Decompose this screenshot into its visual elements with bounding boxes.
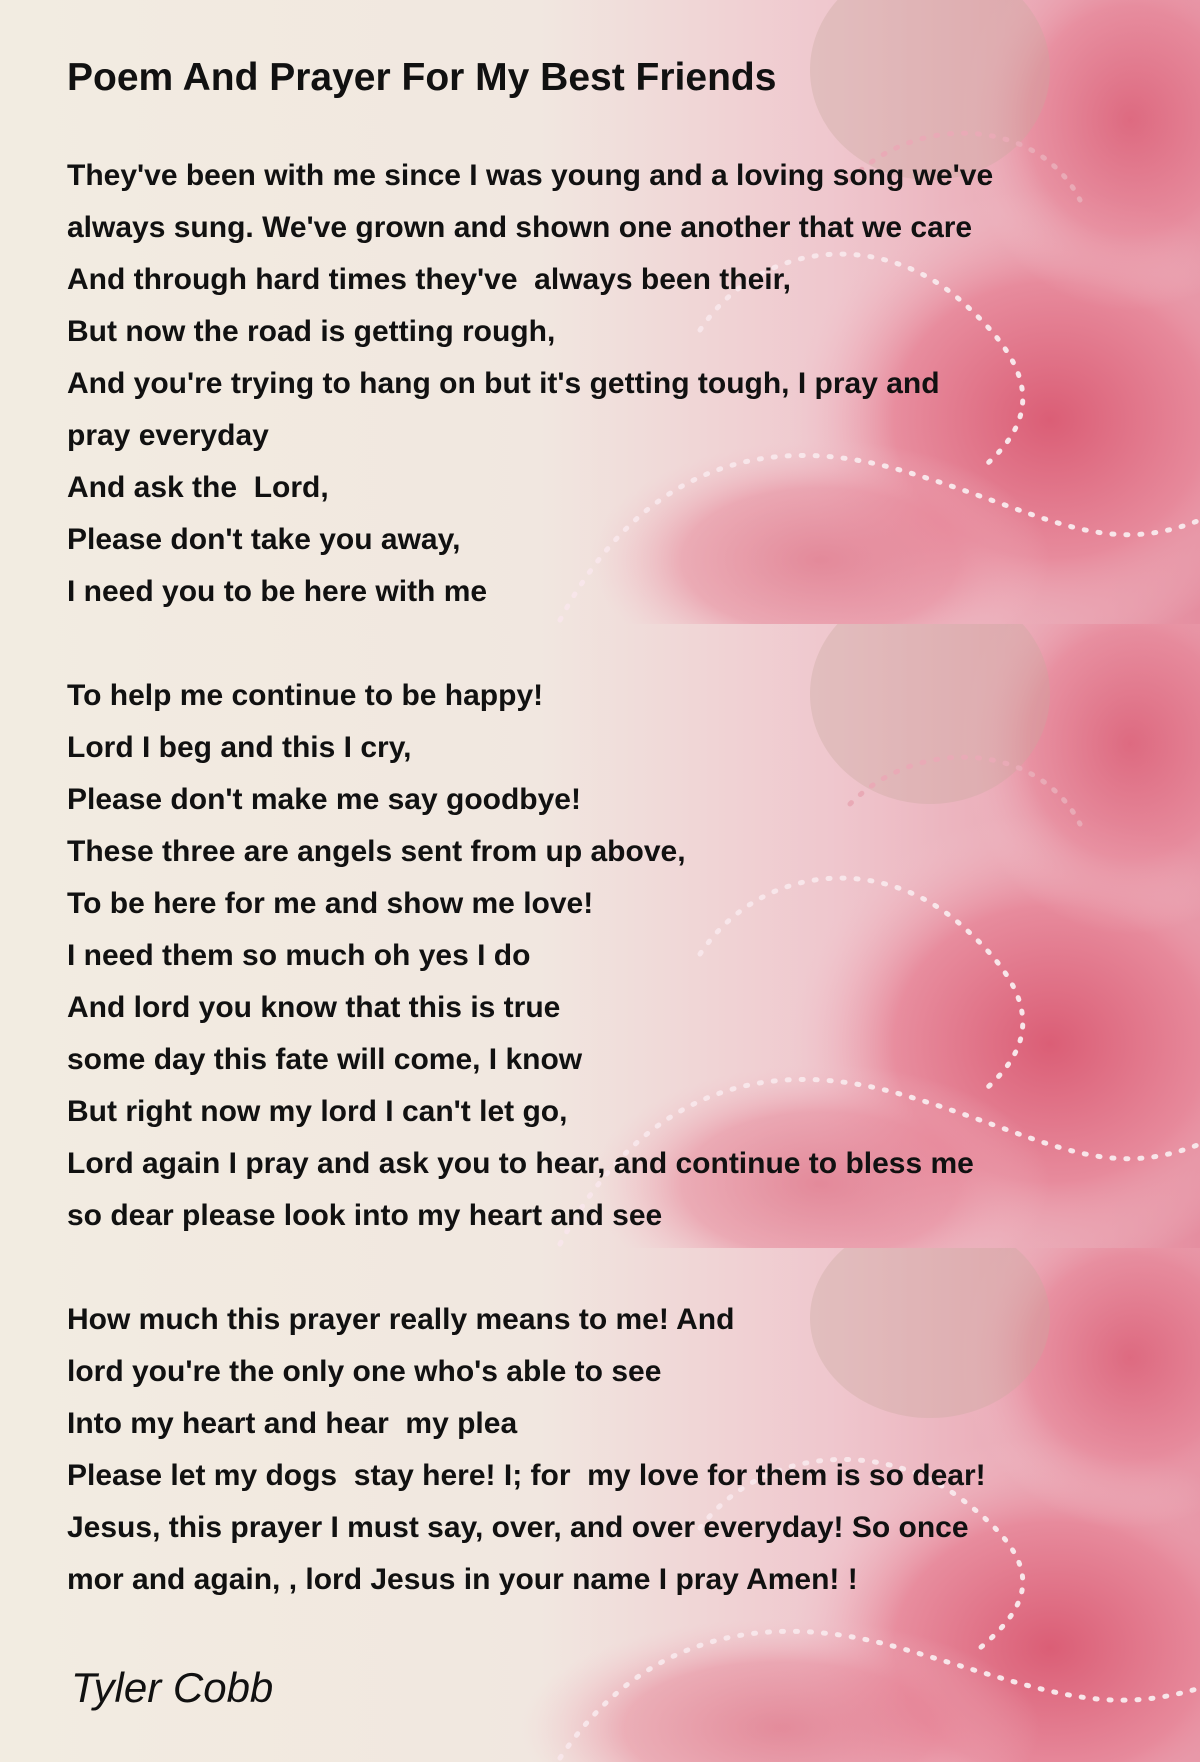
poem-line: Please don't take you away, [67, 523, 461, 556]
poem-line: How much this prayer really means to me! And [67, 1303, 735, 1336]
poem-line: lord you're the only one who's able to see [67, 1355, 662, 1388]
poem-line: Jesus, this prayer I must say, over, and over everyday! So once [67, 1511, 969, 1544]
poem-line: Please don't make me say goodbye! [67, 783, 581, 816]
stanza-3 [67, 1294, 986, 1606]
poem-line: And ask the Lord, [67, 471, 329, 504]
poem-line: These three are angels sent from up above, [67, 835, 686, 868]
poem-line: And you're trying to hang on but it's getting tough, I pray and [67, 367, 940, 400]
poem-line: so dear please look into my heart and see [67, 1199, 663, 1232]
poem-line: But right now my lord I can't let go, [67, 1095, 568, 1128]
poem-line: To help me continue to be happy! [67, 679, 544, 712]
poem-line: I need them so much oh yes I do [67, 939, 531, 972]
poem-line: They've been with me since I was young and a loving song we've [67, 159, 994, 192]
poem-line: But now the road is getting rough, [67, 315, 556, 348]
poem-title: Poem And Prayer For My Best Friends [67, 56, 777, 99]
stanza-2 [67, 670, 974, 1242]
poem-line: some day this fate will come, I know [67, 1043, 583, 1076]
poem-line: Into my heart and hear my plea [67, 1407, 518, 1440]
poem-line: always sung. We've grown and shown one another that we care [67, 211, 973, 244]
poem-line: pray everyday [67, 419, 269, 452]
poem-line: And lord you know that this is true [67, 991, 561, 1024]
poem-line: Lord again I pray and ask you to hear, and continue to bless me [67, 1147, 974, 1180]
poem-line: Please let my dogs stay here! I; for my love for them is so dear! [67, 1459, 986, 1492]
stanza-1 [67, 150, 993, 618]
poem-line: I need you to be here with me [67, 575, 488, 608]
poem-line: Lord I beg and this I cry, [67, 731, 412, 764]
poem-line: To be here for me and show me love! [67, 887, 594, 920]
poem-author: Tyler Cobb [71, 1664, 274, 1711]
poem-line: mor and again, , lord Jesus in your name I pray Amen! ! [67, 1563, 858, 1596]
poem-line: And through hard times they've always been their, [67, 263, 791, 296]
